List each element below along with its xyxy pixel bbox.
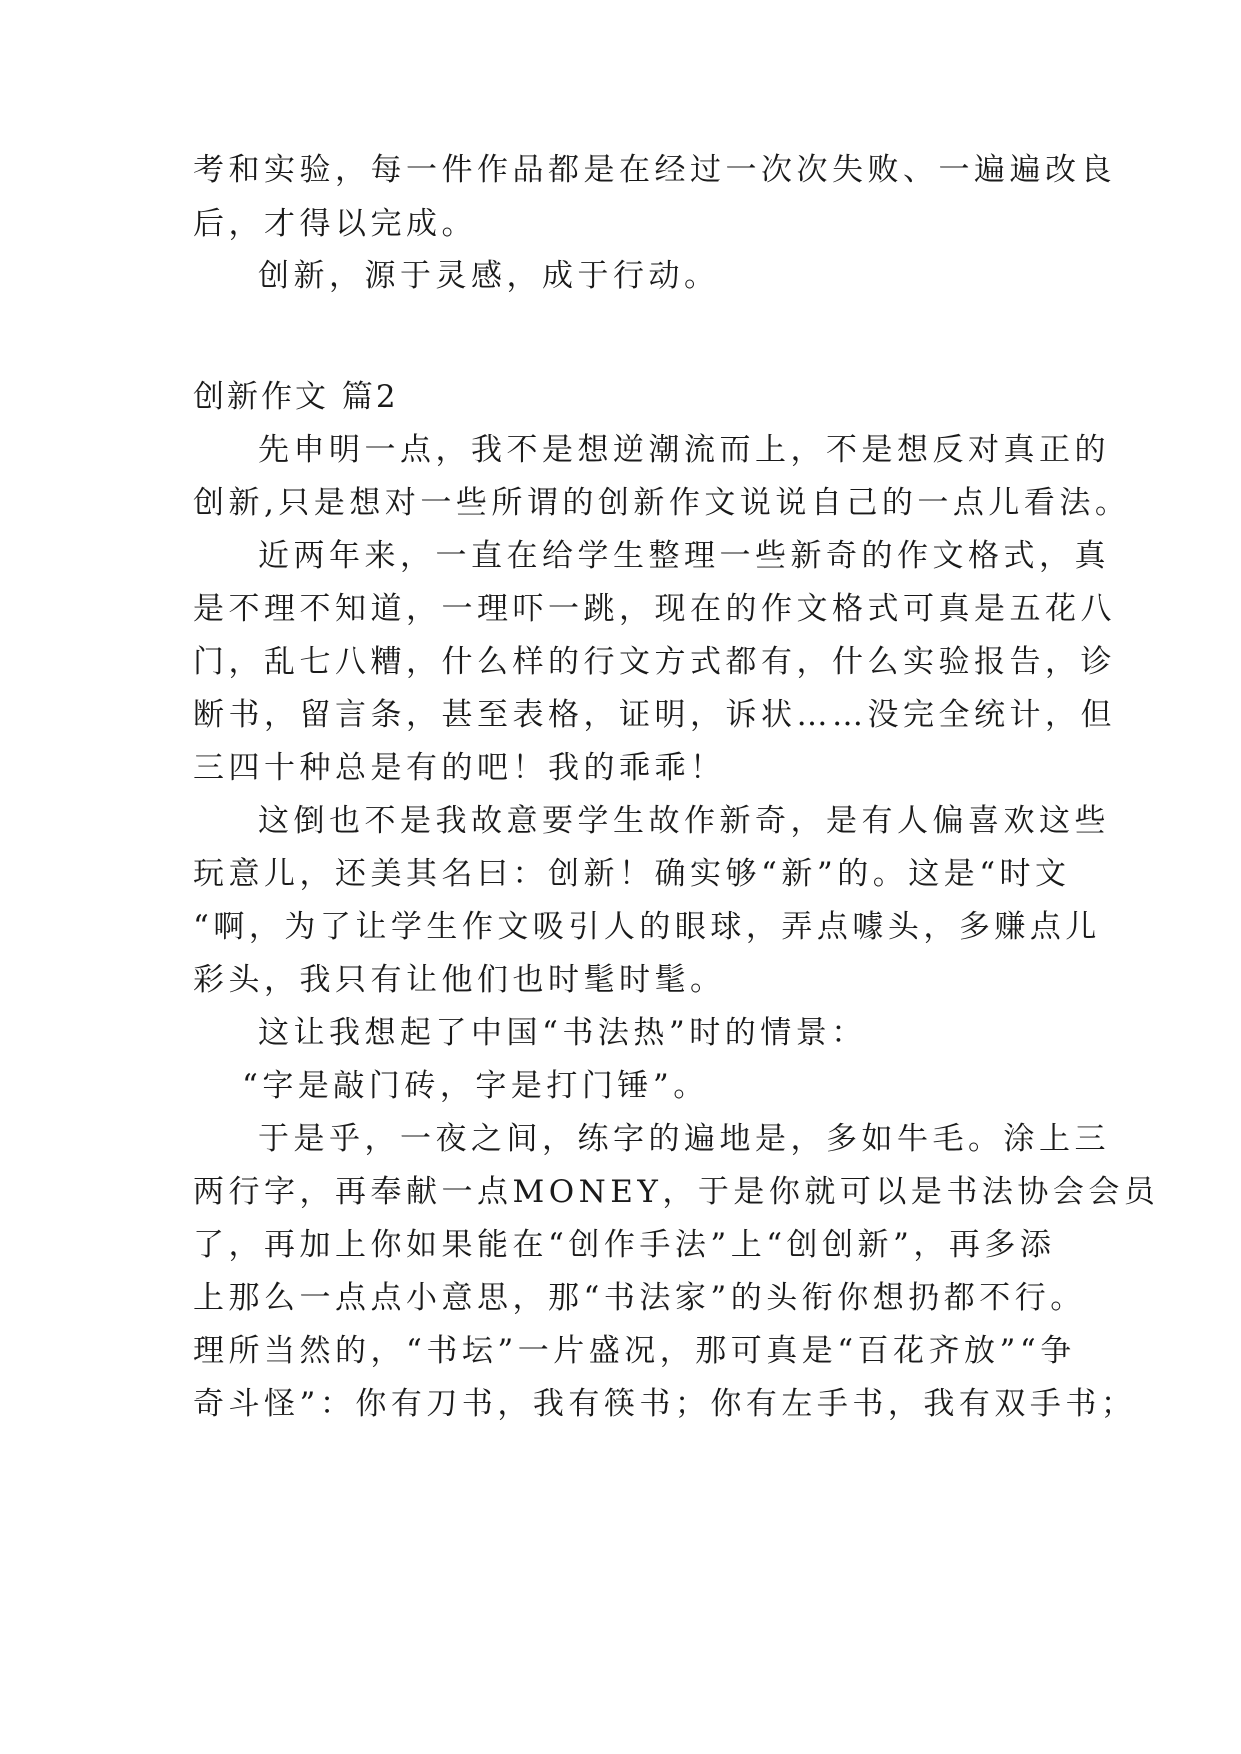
paragraph-line: “啊，为了让学生作文吸引人的眼球，弄点噱头，多赚点儿 [193, 909, 1101, 945]
paragraph-line: 近两年来，一直在给学生整理一些新奇的作文格式，真 [258, 538, 1110, 574]
paragraph-line: 考和实验，每一件作品都是在经过一次次失败、一遍遍改良 [193, 152, 1116, 188]
paragraph-line: 这倒也不是我故意要学生故作新奇，是有人偏喜欢这些 [258, 803, 1110, 839]
paragraph-line: 理所当然的，“书坛”一片盛况，那可真是“百花齐放”“争 [193, 1333, 1076, 1369]
section-heading: 创新作文 篇2 [193, 379, 399, 415]
paragraph-line: 是不理不知道，一理吓一跳，现在的作文格式可真是五花八 [193, 591, 1116, 627]
paragraph-line: 断书，留言条，甚至表格，证明，诉状……没完全统计，但 [193, 697, 1116, 733]
paragraph-line: 奇斗怪”：你有刀书，我有筷书；你有左手书，我有双手书； [193, 1386, 1137, 1422]
paragraph-line: 玩意儿，还美其名曰：创新！确实够“新”的。这是“时文 [193, 856, 1071, 892]
paragraph-line: 了，再加上你如果能在“创作手法”上“创创新”，再多添 [193, 1227, 1056, 1263]
paragraph-line: 门，乱七八糟，什么样的行文方式都有，什么实验报告，诊 [193, 644, 1116, 680]
paragraph-line: 先申明一点，我不是想逆潮流而上，不是想反对真正的 [258, 432, 1110, 468]
paragraph-line: 这让我想起了中国“书法热”时的情景： [258, 1015, 867, 1051]
paragraph-line: 三四十种总是有的吧！我的乖乖！ [193, 750, 726, 786]
quote-line: “字是敲门砖，字是打门锤”。 [242, 1068, 709, 1104]
paragraph-line: 两行字，再奉献一点MONEY，于是你就可以是书法协会会员 [193, 1174, 1160, 1210]
paragraph-line: 创新,只是想对一些所谓的创新作文说说自己的一点儿看法。 [193, 485, 1131, 521]
paragraph-line: 上那么一点点小意思，那“书法家”的头衔你想扔都不行。 [193, 1280, 1086, 1316]
paragraph-line: 创新，源于灵感，成于行动。 [258, 258, 720, 294]
paragraph-line: 彩头，我只有让他们也时髦时髦。 [193, 962, 726, 998]
paragraph-line: 后，才得以完成。 [193, 206, 477, 242]
paragraph-line: 于是乎，一夜之间，练字的遍地是，多如牛毛。涂上三 [258, 1121, 1110, 1157]
